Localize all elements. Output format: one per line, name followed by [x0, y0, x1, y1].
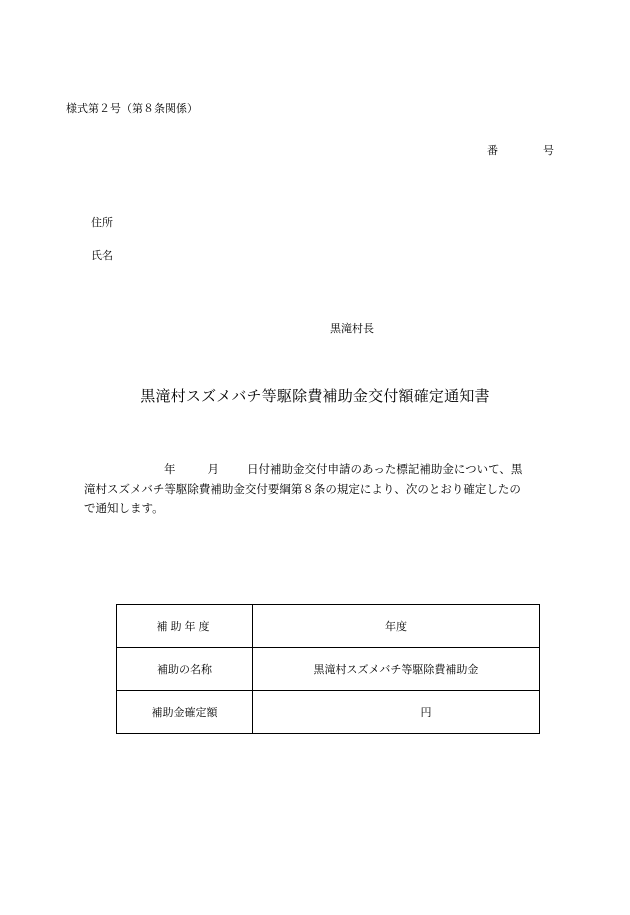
form-number: 様式第２号（第８条関係） — [66, 102, 198, 115]
table-row — [117, 691, 540, 734]
subsidy-name-value: 黒滝村スズメバチ等駆除費補助金 — [253, 648, 540, 691]
subsidy-amount-value: 円 — [420, 706, 432, 719]
notice-body-line-2: 滝村スズメバチ等駆除費補助金交付要綱第８条の規定により、次のとおり確定したの — [84, 481, 521, 496]
address-label: 住所 — [91, 216, 113, 229]
subsidy-name-label: 補助の名称 — [117, 648, 253, 691]
document-title: 黒滝村スズメバチ等駆除費補助金交付額確定通知書 — [140, 387, 490, 405]
subsidy-year-label: 補助年度 — [117, 605, 253, 648]
subsidy-amount-label: 補助金確定額 — [117, 691, 253, 734]
subsidy-year-value: 年度 — [253, 605, 540, 648]
notice-body-line-1 — [84, 460, 562, 480]
document-number-ban: 番 — [487, 144, 498, 157]
notice-body-line-3: で通知します。 — [84, 501, 164, 515]
notice-body-line-1-rest: 日付補助金交付申請のあった標記補助金について、黒 — [247, 462, 523, 476]
notice-body — [84, 460, 562, 519]
subsidy-amount-cell — [253, 691, 540, 734]
year-label: 年 — [164, 462, 176, 476]
subsidy-info-table — [116, 604, 540, 734]
table-row — [117, 605, 540, 648]
issuer-name: 黒滝村長 — [330, 322, 374, 335]
document-number-go: 号 — [543, 144, 554, 157]
name-label: 氏名 — [91, 249, 113, 262]
document-number — [487, 142, 554, 158]
month-label: 月 — [207, 462, 219, 476]
table-row — [117, 648, 540, 691]
